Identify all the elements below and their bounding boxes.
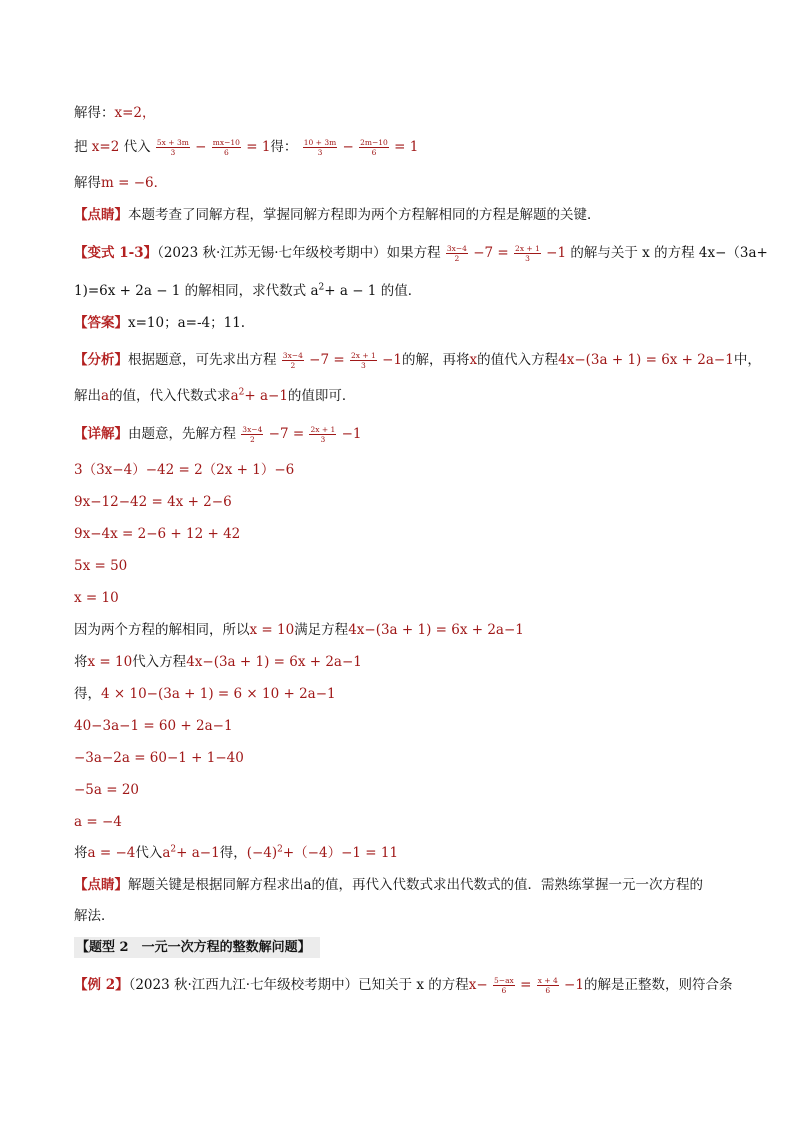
- equation-step: x = 10: [74, 590, 119, 606]
- fraction: $\frac{5x + 3m}{3}$: [156, 138, 189, 157]
- text-line: 【变式 1-3】（2023 秋·江苏无锡·七年级校考期中）如果方程 $\frac{3x-4}{2}$ −7 = $\frac{2x + 1}{3}$ −1 的解与关于 x 的方程 4x−（3a+: [74, 244, 768, 263]
- text-line: 得，4 × 10−(3a + 1) = 6 × 10 + 2a−1: [74, 686, 336, 702]
- fraction: $\frac{3x-4}{2}$: [242, 425, 263, 444]
- equation-step: 9x−12−42 = 4x + 2−6: [74, 494, 232, 510]
- text-line: 1)=6x + 2a − 1 的解相同，求代数式 $a^2+ a - 1$ 的值．: [74, 282, 422, 299]
- equation-step: a = −4: [74, 814, 122, 830]
- equation-step: 5x = 50: [74, 558, 128, 574]
- fraction: $\frac{2x + 1}{3}$: [515, 244, 540, 263]
- text-line: 【例 2】（2023 秋·江西九江·七年级校考期中）已知关于 x 的方程x− $\frac{5-ax}{6}$ = $\frac{x + 4}{6}$ −1的解是正整数，则符合条: [74, 976, 733, 995]
- text-line: 【详解】由题意，先解方程 $\frac{3x-4}{2}$ −7 = $\frac{2x + 1}{3}$ −1: [74, 425, 362, 444]
- fraction: $\frac{3x-4}{2}$: [446, 244, 467, 263]
- equation-step: 3（3x−4）−42 = 2（2x + 1）−6: [74, 462, 295, 478]
- equation-step: −5a = 20: [74, 782, 140, 798]
- text-line: 解得：x=2，: [74, 105, 156, 121]
- topic-heading: 【题型 2 一元一次方程的整数解问题】: [74, 937, 320, 958]
- fraction: $\frac{5-ax}{6}$: [494, 976, 514, 995]
- text-line: 【点睛】解题关键是根据同解方程求出a的值，再代入代数式求出代数式的值．需熟练掌握一元一次方程的: [74, 877, 704, 893]
- fraction: $\frac{x + 4}{6}$: [537, 976, 558, 995]
- tag-answer: 【答案】: [74, 315, 128, 331]
- fraction: $\frac{2x + 1}{3}$: [350, 351, 376, 370]
- text-line: 【分析】根据题意，可先求出方程 $\frac{3x-4}{2}$ −7 = $\frac{2x + 1}{3}$ −1的解，再将x的值代入方程4x−(3a + 1) = 6x + 2a−1中，: [74, 351, 761, 370]
- text-line: 把 x=2 代入 $\frac{5x + 3m}{3}$ − $\frac{mx-10}{6}$ = 1得： $\frac{10 + 3m}{3}$ − $\frac{2m-10}{6}$ = 1: [74, 138, 419, 157]
- fraction: $\frac{10 + 3m}{3}$: [303, 138, 337, 157]
- fraction: $\frac{3x-4}{2}$: [282, 351, 303, 370]
- fraction: $\frac{2x + 1}{3}$: [310, 425, 336, 444]
- text-line: 【点睛】本题考查了同解方程，掌握同解方程即为两个方程解相同的方程是解题的关键．: [74, 207, 601, 223]
- fraction: $\frac{2m-10}{6}$: [360, 138, 388, 157]
- tag-example: 【例 2】: [74, 977, 129, 993]
- text-line: 解得m = −6．: [74, 175, 168, 191]
- tag-detail: 【详解】: [74, 426, 128, 442]
- equation-step: 9x−4x = 2−6 + 12 + 42: [74, 526, 241, 542]
- text-line: 解法．: [74, 908, 115, 924]
- text-line: 将x = 10代入方程4x−(3a + 1) = 6x + 2a−1: [74, 654, 362, 670]
- fraction: $\frac{mx-10}{6}$: [212, 138, 240, 157]
- tag-dianjing: 【点睛】: [74, 877, 128, 893]
- text-line: 【答案】x=10；a=-4；11.: [74, 315, 246, 331]
- tag-dianjing: 【点睛】: [74, 207, 128, 223]
- tag-analysis: 【分析】: [74, 352, 128, 368]
- equation-step: 40−3a−1 = 60 + 2a−1: [74, 718, 233, 734]
- text-line: 因为两个方程的解相同，所以x = 10满足方程4x−(3a + 1) = 6x + 2a−1: [74, 622, 524, 638]
- equation-step: −3a−2a = 60−1 + 1−40: [74, 750, 244, 766]
- text-line: 将a = −4代入$a^2+ a-1$得，$(-4)^2+(-4)-1 = 11$: [74, 844, 399, 861]
- text-line: 解出a的值，代入代数式求$a^2+ a-1$的值即可．: [74, 387, 356, 404]
- tag-variant: 【变式 1-3】: [74, 245, 158, 261]
